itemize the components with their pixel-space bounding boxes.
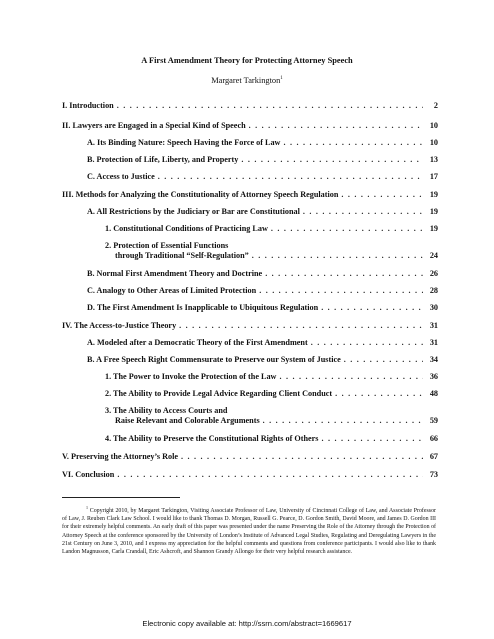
toc-label: III. Methods for Analyzing the Constitutionality of Attorney Speech Regulation bbox=[62, 190, 339, 199]
toc-entry bbox=[87, 269, 438, 280]
toc-leader bbox=[259, 286, 423, 295]
toc-label: B. Normal First Amendment Theory and Doctrine bbox=[87, 269, 263, 278]
toc-page: 31 bbox=[429, 338, 438, 347]
toc-page: 67 bbox=[429, 452, 438, 461]
toc-label: Raise Relevant and Colorable Arguments bbox=[115, 416, 260, 425]
toc-label: B. Protection of Life, Liberty, and Property bbox=[87, 155, 239, 164]
toc-entry bbox=[87, 355, 438, 366]
toc-leader bbox=[341, 190, 423, 199]
toc-label: B. A Free Speech Right Commensurate to Preserve our System of Justice bbox=[87, 355, 341, 364]
toc-entry bbox=[105, 389, 438, 400]
toc-page: 36 bbox=[429, 372, 438, 381]
toc-entry bbox=[87, 303, 438, 314]
toc-entry bbox=[87, 338, 438, 349]
toc-label: 1. The Power to Invoke the Protection of the Law bbox=[105, 372, 277, 381]
toc-leader bbox=[271, 224, 423, 233]
toc-label: 1. Constitutional Conditions of Practicing Law bbox=[105, 224, 268, 233]
author-name: Margaret Tarkington bbox=[211, 76, 281, 85]
toc-entry bbox=[62, 452, 438, 463]
toc-leader bbox=[283, 138, 423, 147]
toc-leader bbox=[321, 303, 423, 312]
ssrn-notice[interactable]: Electronic copy available at: http://ssrn.com/abstract=1669617 bbox=[142, 619, 352, 628]
toc-label: 4. The Ability to Preserve the Constitutional Rights of Others bbox=[105, 434, 319, 443]
toc-page: 28 bbox=[429, 286, 438, 295]
toc-page: 26 bbox=[429, 269, 438, 278]
toc-entry bbox=[115, 251, 438, 262]
toc-page: 73 bbox=[429, 470, 438, 479]
toc-entry-first-line: 3. The Ability to Access Courts and bbox=[105, 406, 228, 415]
toc-page: 59 bbox=[429, 416, 438, 425]
toc-page: 10 bbox=[429, 138, 438, 147]
footnote bbox=[62, 504, 436, 556]
toc-page: 10 bbox=[429, 121, 438, 130]
toc-leader bbox=[263, 416, 423, 425]
toc-page: 30 bbox=[429, 303, 438, 312]
toc-entry bbox=[105, 434, 438, 445]
toc-entry bbox=[105, 372, 438, 383]
toc-label: through Traditional “Self-Regulation” bbox=[115, 251, 249, 260]
toc-label: C. Analogy to Other Areas of Limited Protection bbox=[87, 286, 257, 295]
toc-entry bbox=[62, 121, 438, 132]
toc-entry bbox=[87, 155, 438, 166]
toc-label: IV. The Access-to-Justice Theory bbox=[62, 321, 177, 330]
toc-leader bbox=[335, 389, 423, 398]
toc-entry bbox=[87, 286, 438, 297]
toc-leader bbox=[303, 207, 423, 216]
toc-label: II. Lawyers are Engaged in a Special Kind of Speech bbox=[62, 121, 246, 130]
toc-entry-first-line: 2. Protection of Essential Functions bbox=[105, 241, 229, 250]
toc-label: VI. Conclusion bbox=[62, 470, 115, 479]
toc-page: 24 bbox=[429, 251, 438, 260]
toc-entry bbox=[62, 321, 438, 332]
toc-entry bbox=[87, 172, 438, 183]
author-line bbox=[0, 76, 494, 85]
toc-page: 13 bbox=[429, 155, 438, 164]
toc-page: 48 bbox=[429, 389, 438, 398]
toc-page: 17 bbox=[429, 172, 438, 181]
toc-page: 66 bbox=[429, 434, 438, 443]
toc-leader bbox=[311, 338, 423, 347]
toc-leader bbox=[179, 321, 423, 330]
toc-leader bbox=[158, 172, 423, 181]
toc-entry bbox=[62, 101, 438, 112]
toc-leader bbox=[117, 470, 423, 479]
toc-label: V. Preserving the Attorney’s Role bbox=[62, 452, 179, 461]
toc-entry bbox=[87, 138, 438, 149]
toc-label: D. The First Amendment Is Inapplicable to Ubiquitous Regulation bbox=[87, 303, 319, 312]
toc-label: A. Modeled after a Democratic Theory of the First Amendment bbox=[87, 338, 308, 347]
toc-page: 19 bbox=[429, 207, 438, 216]
footnote-mark: 1 bbox=[86, 505, 88, 510]
toc-entry bbox=[62, 190, 438, 201]
toc-leader bbox=[241, 155, 423, 164]
toc-page: 34 bbox=[429, 355, 438, 364]
toc-page: 19 bbox=[429, 224, 438, 233]
toc-label: A. Its Binding Nature: Speech Having the Force of Law bbox=[87, 138, 281, 147]
toc-label: A. All Restrictions by the Judiciary or Bar are Constitutional bbox=[87, 207, 300, 216]
toc-leader bbox=[279, 372, 423, 381]
toc-page: 19 bbox=[429, 190, 438, 199]
author-footnote-mark: 1 bbox=[280, 76, 283, 82]
toc-leader bbox=[265, 269, 423, 278]
toc-entry bbox=[62, 470, 438, 481]
toc-leader bbox=[252, 251, 423, 260]
toc-label: C. Access to Justice bbox=[87, 172, 155, 181]
footnote-text: Copyright 2010, by Margaret Tarkington, Visiting Associate Professor of Law, University of Cincinnati College of Law, and Associate Professor of Law, J. Reuben Clark Law School. I would like to thank Thomas D. Morgan, Russell G. Pearce, D. Gordon Smith, David Moore, and James D. Gordon III for their extremely helpful comments. An early draft of this paper was presented under the name Preserving the Role of the Attorney through the Protection of Attorney Speech at the conference sponsored by the University of London’s Institute of Advanced Legal Studies, Regulating and Deregulating Lawyers in the 21st Century on June 3, 2010, and I express my appreciation for the helpful comments and questions from conference participants. I would also like to thank Landon Magnusson, Carla Crandall, Eric Ashcroft, and Shannon Grandy Allongo for their very helpful research assistance. bbox=[62, 507, 436, 555]
toc-label: I. Introduction bbox=[62, 101, 114, 110]
toc-entry bbox=[115, 416, 438, 427]
footnote-separator bbox=[62, 497, 180, 498]
toc-page: 31 bbox=[429, 321, 438, 330]
toc-label: 2. The Ability to Provide Legal Advice Regarding Client Conduct bbox=[105, 389, 333, 398]
toc-entry bbox=[105, 224, 438, 235]
toc-page: 2 bbox=[433, 101, 438, 110]
toc-entry bbox=[87, 207, 438, 218]
toc-leader bbox=[344, 355, 423, 364]
toc-leader bbox=[117, 101, 423, 110]
toc-leader bbox=[249, 121, 423, 130]
paper-title: A First Amendment Theory for Protecting Attorney Speech bbox=[141, 56, 353, 65]
toc-leader bbox=[321, 434, 423, 443]
toc-leader bbox=[181, 452, 423, 461]
